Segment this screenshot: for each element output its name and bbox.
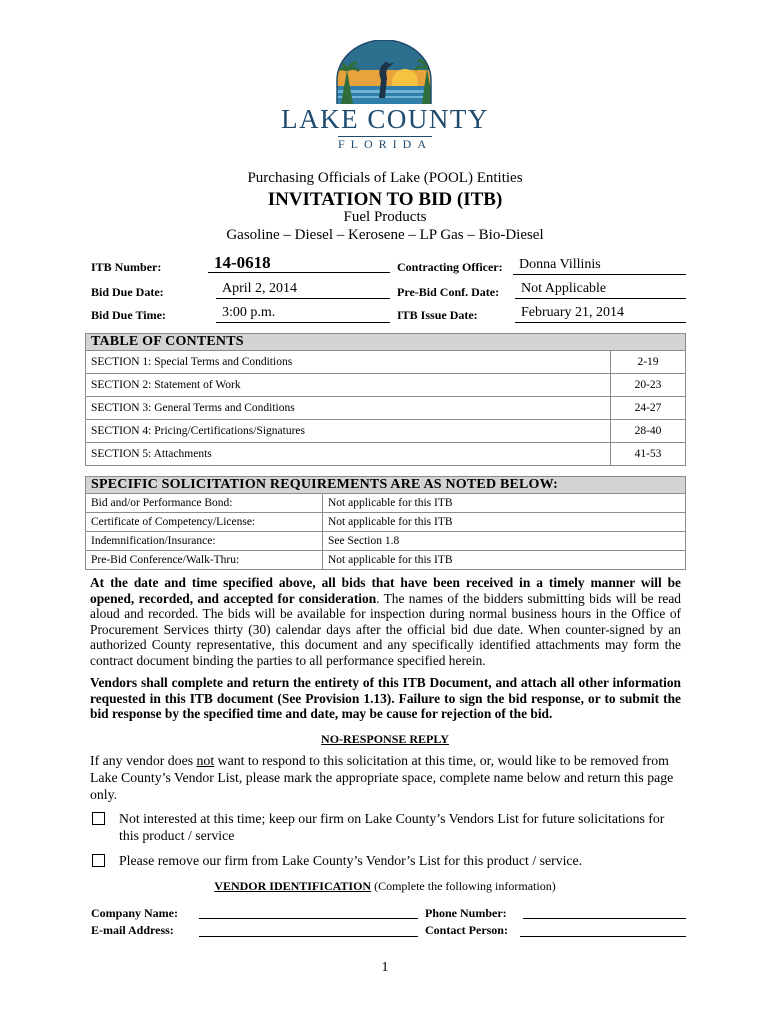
vendor-instructions-paragraph: Vendors shall complete and return the entirety of this ITB Document, and attach all other information requested in this ITB document (See Provision 1.13). Failure to sign the bid response, or to submit the bid response by the specified time and date, may be cause for rejection of the bid. bbox=[90, 675, 681, 722]
toc-section: SECTION 5: Attachments bbox=[86, 443, 611, 466]
keep-on-list-option-label: Not interested at this time; keep our firm on Lake County’s Vendors List for future solicitations for this product / service bbox=[119, 811, 665, 843]
header-entities: Purchasing Officials of Lake (POOL) Entities bbox=[247, 170, 523, 186]
table-of-contents bbox=[85, 333, 686, 466]
header-category: Fuel Products bbox=[343, 209, 427, 225]
requirement-row bbox=[86, 551, 686, 570]
no-response-intro: If any vendor does not want to respond to this solicitation at this time, or, would like to be removed from Lake County’s Vendor List, please mark the appropriate space, complete name below and return this page only. bbox=[90, 753, 674, 802]
logo-wordmark: LAKE COUNTY bbox=[281, 104, 489, 134]
logo-subtitle: FLORIDA bbox=[337, 137, 432, 151]
toc-section: SECTION 3: General Terms and Conditions bbox=[86, 397, 611, 420]
header-products: Gasoline – Diesel – Kerosene – LP Gas – Bio-Diesel bbox=[226, 227, 544, 243]
contracting-officer-value: Donna Villinis bbox=[513, 256, 686, 275]
requirement-value: See Section 1.8 bbox=[323, 532, 686, 551]
bid-due-date-label: Bid Due Date: bbox=[91, 285, 164, 299]
email-address-label: E-mail Address: bbox=[91, 923, 174, 937]
bid-due-time-value: 3:00 p.m. bbox=[216, 304, 390, 323]
no-response-heading: NO-RESPONSE REPLY bbox=[321, 732, 449, 746]
requirement-item: Certificate of Competency/License: bbox=[86, 513, 323, 532]
phone-number-field[interactable] bbox=[523, 918, 686, 919]
bid-opening-paragraph bbox=[90, 575, 681, 669]
toc-pages: 20-23 bbox=[611, 374, 686, 397]
requirement-value: Not applicable for this ITB bbox=[323, 551, 686, 570]
remove-from-list-checkbox[interactable] bbox=[92, 854, 105, 867]
requirement-row bbox=[86, 532, 686, 551]
emphasis-not: not bbox=[196, 753, 215, 768]
itb-number-label: ITB Number: bbox=[91, 260, 162, 274]
prebid-conf-date-value: Not Applicable bbox=[515, 280, 686, 299]
requirement-value: Not applicable for this ITB bbox=[323, 494, 686, 513]
toc-pages: 2-19 bbox=[611, 351, 686, 374]
requirement-row bbox=[86, 494, 686, 513]
phone-number-label: Phone Number: bbox=[425, 906, 507, 920]
remove-from-list-option-label: Please remove our firm from Lake County’s Vendor’s List for this product / service. bbox=[119, 853, 583, 868]
contracting-officer-label: Contracting Officer: bbox=[397, 260, 503, 274]
toc-pages: 41-53 bbox=[611, 443, 686, 466]
contact-person-label: Contact Person: bbox=[425, 923, 508, 937]
lake-county-logo bbox=[327, 40, 441, 104]
bid-opening-text: . The names of the bidders submitting bids will be read aloud and recorded. The bids will be available for inspection during normal business hours in the Office of Procurement Services thirty (30) calendar days after the official bid due date. When counter-signed by an authorized County representative, this document and any specifically identified attachments may form the contract document binding the parties to all performance specified herein. bbox=[90, 590, 681, 668]
itb-issue-date-label: ITB Issue Date: bbox=[397, 308, 478, 322]
keep-on-list-checkbox[interactable] bbox=[92, 812, 105, 825]
heron-sunset-emblem bbox=[327, 40, 441, 104]
bid-due-time-label: Bid Due Time: bbox=[91, 308, 166, 322]
toc-heading: TABLE OF CONTENTS bbox=[86, 334, 686, 351]
itb-number-value: 14-0618 bbox=[208, 254, 390, 273]
page-title: INVITATION TO BID (ITB) bbox=[267, 189, 503, 210]
page-number: 1 bbox=[381, 960, 389, 975]
requirement-row bbox=[86, 513, 686, 532]
toc-pages: 28-40 bbox=[611, 420, 686, 443]
prebid-conf-date-label: Pre-Bid Conf. Date: bbox=[397, 285, 500, 299]
company-name-label: Company Name: bbox=[91, 906, 178, 920]
requirement-item: Bid and/or Performance Bond: bbox=[86, 494, 323, 513]
requirement-value: Not applicable for this ITB bbox=[323, 513, 686, 532]
bid-due-date-value: April 2, 2014 bbox=[216, 280, 390, 299]
company-name-field[interactable] bbox=[199, 918, 418, 919]
toc-row bbox=[86, 397, 686, 420]
vendor-identification-heading: VENDOR IDENTIFICATION (Complete the following information) bbox=[214, 879, 556, 893]
bid-opening-bold: At the date and time specified above, all bids that have been received in a timely manner will be opened, recorded, and accepted for consideration bbox=[90, 575, 681, 606]
itb-issue-date-value: February 21, 2014 bbox=[515, 304, 686, 323]
requirements-heading: SPECIFIC SOLICITATION REQUIREMENTS ARE AS NOTED BELOW: bbox=[86, 477, 686, 494]
requirement-item: Pre-Bid Conference/Walk-Thru: bbox=[86, 551, 323, 570]
toc-row bbox=[86, 443, 686, 466]
toc-row bbox=[86, 374, 686, 397]
toc-row bbox=[86, 351, 686, 374]
toc-row bbox=[86, 420, 686, 443]
requirement-item: Indemnification/Insurance: bbox=[86, 532, 323, 551]
toc-pages: 24-27 bbox=[611, 397, 686, 420]
toc-section: SECTION 4: Pricing/Certifications/Signatures bbox=[86, 420, 611, 443]
email-address-field[interactable] bbox=[199, 936, 418, 937]
solicitation-requirements-table bbox=[85, 476, 686, 570]
toc-section: SECTION 2: Statement of Work bbox=[86, 374, 611, 397]
toc-section: SECTION 1: Special Terms and Conditions bbox=[86, 351, 611, 374]
contact-person-field[interactable] bbox=[520, 936, 686, 937]
